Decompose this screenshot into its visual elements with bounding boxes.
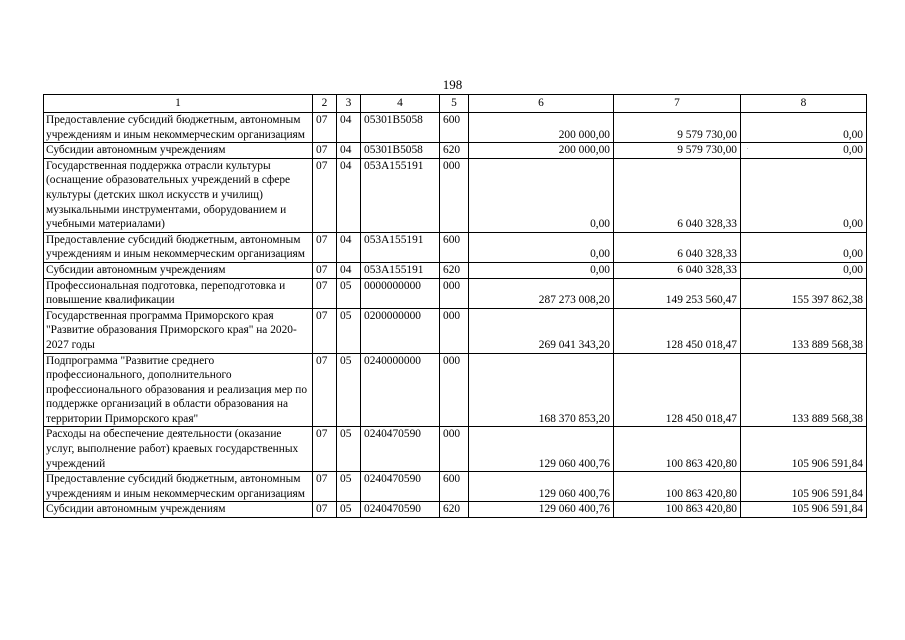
row-section: 07	[313, 502, 337, 518]
row-section: 07	[313, 278, 337, 308]
row-value-7: 100 863 420,80	[614, 502, 741, 518]
row-subsection: 05	[337, 472, 361, 502]
row-value-8: 155 397 862,38	[741, 278, 867, 308]
row-subsection: 05	[337, 278, 361, 308]
table-row	[44, 427, 867, 472]
row-value-6: 287 273 008,20	[469, 278, 614, 308]
row-value-6: 200 000,00	[469, 113, 614, 143]
row-expense-type: 000	[440, 278, 469, 308]
row-section: 07	[313, 427, 337, 472]
row-subsection: 05	[337, 502, 361, 518]
row-name: Государственная программа Приморского края "Развитие образования Приморского края" на 2020-2027 годы	[44, 308, 313, 353]
row-value-7: 6 040 328,33	[614, 262, 741, 278]
row-value-6: 269 041 343,20	[469, 308, 614, 353]
table-row	[44, 262, 867, 278]
row-subsection: 05	[337, 308, 361, 353]
row-target-code: 0240470590	[361, 502, 440, 518]
row-value-6: 0,00	[469, 158, 614, 232]
row-section: 07	[313, 472, 337, 502]
row-target-code: 05301B5058	[361, 113, 440, 143]
row-target-code: 05301B5058	[361, 143, 440, 159]
table-row	[44, 308, 867, 353]
header-col-7: 7	[614, 95, 741, 113]
row-expense-type: 000	[440, 427, 469, 472]
row-value-6: 0,00	[469, 232, 614, 262]
row-target-code: 0200000000	[361, 308, 440, 353]
row-value-7: 9 579 730,00	[614, 143, 741, 159]
row-value-8: 0,00	[741, 158, 867, 232]
row-name: Подпрограмма "Развитие среднего профессионального, дополнительного профессионального образования и реализация мер по поддержке организаций в области образования на территории Приморского края"	[44, 353, 313, 427]
table-row	[44, 353, 867, 427]
row-expense-type: 000	[440, 353, 469, 427]
row-expense-type: 000	[440, 308, 469, 353]
header-col-8: 8	[741, 95, 867, 113]
row-value-7: 100 863 420,80	[614, 472, 741, 502]
row-value-8: 133 889 568,38	[741, 353, 867, 427]
row-value-8: 0,00	[741, 113, 867, 143]
row-expense-type: 620	[440, 262, 469, 278]
row-subsection: 05	[337, 353, 361, 427]
row-target-code: 0000000000	[361, 278, 440, 308]
row-subsection: 05	[337, 427, 361, 472]
row-value-8: 0,00	[741, 232, 867, 262]
budget-table	[43, 94, 867, 518]
row-name: Государственная поддержка отрасли культуры (оснащение образовательных учреждений в сфере культуры (детских школ искусств и училищ) музыкальными инструментами, оборудованием и учебными материалами)	[44, 158, 313, 232]
row-name: Профессиональная подготовка, переподготовка и повышение квалификации	[44, 278, 313, 308]
row-target-code: 0240470590	[361, 427, 440, 472]
row-target-code: 053A155191	[361, 262, 440, 278]
row-section: 07	[313, 353, 337, 427]
row-expense-type: 620	[440, 502, 469, 518]
table-row	[44, 113, 867, 143]
row-value-6: 129 060 400,76	[469, 472, 614, 502]
row-section: 07	[313, 113, 337, 143]
table-row	[44, 472, 867, 502]
row-value-8: 133 889 568,38	[741, 308, 867, 353]
row-subsection: 04	[337, 143, 361, 159]
row-expense-type: 600	[440, 232, 469, 262]
row-value-7: 6 040 328,33	[614, 232, 741, 262]
row-subsection: 04	[337, 232, 361, 262]
header-col-6: 6	[469, 95, 614, 113]
row-name: Предоставление субсидий бюджетным, автономным учреждениям и иным некоммерческим организациям	[44, 113, 313, 143]
row-expense-type: 000	[440, 158, 469, 232]
row-value-8: 0,00	[741, 143, 867, 159]
row-name: Предоставление субсидий бюджетным, автономным учреждениям и иным некоммерческим организациям	[44, 472, 313, 502]
row-value-7: 149 253 560,47	[614, 278, 741, 308]
table-row	[44, 143, 867, 159]
row-name: Субсидии автономным учреждениям	[44, 143, 313, 159]
row-expense-type: 600	[440, 113, 469, 143]
row-expense-type: 620	[440, 143, 469, 159]
header-col-1: 1	[44, 95, 313, 113]
header-row	[44, 95, 867, 113]
table-row	[44, 158, 867, 232]
table-row	[44, 232, 867, 262]
row-target-code: 053A155191	[361, 158, 440, 232]
row-section: 07	[313, 143, 337, 159]
row-section: 07	[313, 158, 337, 232]
row-name: Расходы на обеспечение деятельности (оказание услуг, выполнение работ) краевых государственных учреждений	[44, 427, 313, 472]
row-value-7: 6 040 328,33	[614, 158, 741, 232]
row-subsection: 04	[337, 262, 361, 278]
row-value-7: 128 450 018,47	[614, 308, 741, 353]
row-name: Субсидии автономным учреждениям	[44, 502, 313, 518]
row-section: 07	[313, 262, 337, 278]
row-expense-type: 600	[440, 472, 469, 502]
row-target-code: 0240470590	[361, 472, 440, 502]
row-value-7: 128 450 018,47	[614, 353, 741, 427]
row-value-6: 168 370 853,20	[469, 353, 614, 427]
row-value-6: 129 060 400,76	[469, 502, 614, 518]
row-name: Предоставление субсидий бюджетным, автономным учреждениям и иным некоммерческим организациям	[44, 232, 313, 262]
row-value-8: 0,00	[741, 262, 867, 278]
row-value-6: 0,00	[469, 262, 614, 278]
table-row	[44, 502, 867, 518]
row-value-6: 200 000,00	[469, 143, 614, 159]
row-value-8: 105 906 591,84	[741, 427, 867, 472]
row-name: Субсидии автономным учреждениям	[44, 262, 313, 278]
table-row	[44, 278, 867, 308]
page-number: 198	[442, 77, 463, 92]
row-section: 07	[313, 232, 337, 262]
row-value-6: 129 060 400,76	[469, 427, 614, 472]
row-target-code: 053A155191	[361, 232, 440, 262]
header-col-4: 4	[361, 95, 440, 113]
row-value-7: 100 863 420,80	[614, 427, 741, 472]
header-col-2: 2	[313, 95, 337, 113]
row-value-7: 9 579 730,00	[614, 113, 741, 143]
row-target-code: 0240000000	[361, 353, 440, 427]
row-section: 07	[313, 308, 337, 353]
row-subsection: 04	[337, 113, 361, 143]
header-col-3: 3	[337, 95, 361, 113]
row-subsection: 04	[337, 158, 361, 232]
header-col-5: 5	[440, 95, 469, 113]
row-value-8: 105 906 591,84	[741, 502, 867, 518]
row-value-8: 105 906 591,84	[741, 472, 867, 502]
